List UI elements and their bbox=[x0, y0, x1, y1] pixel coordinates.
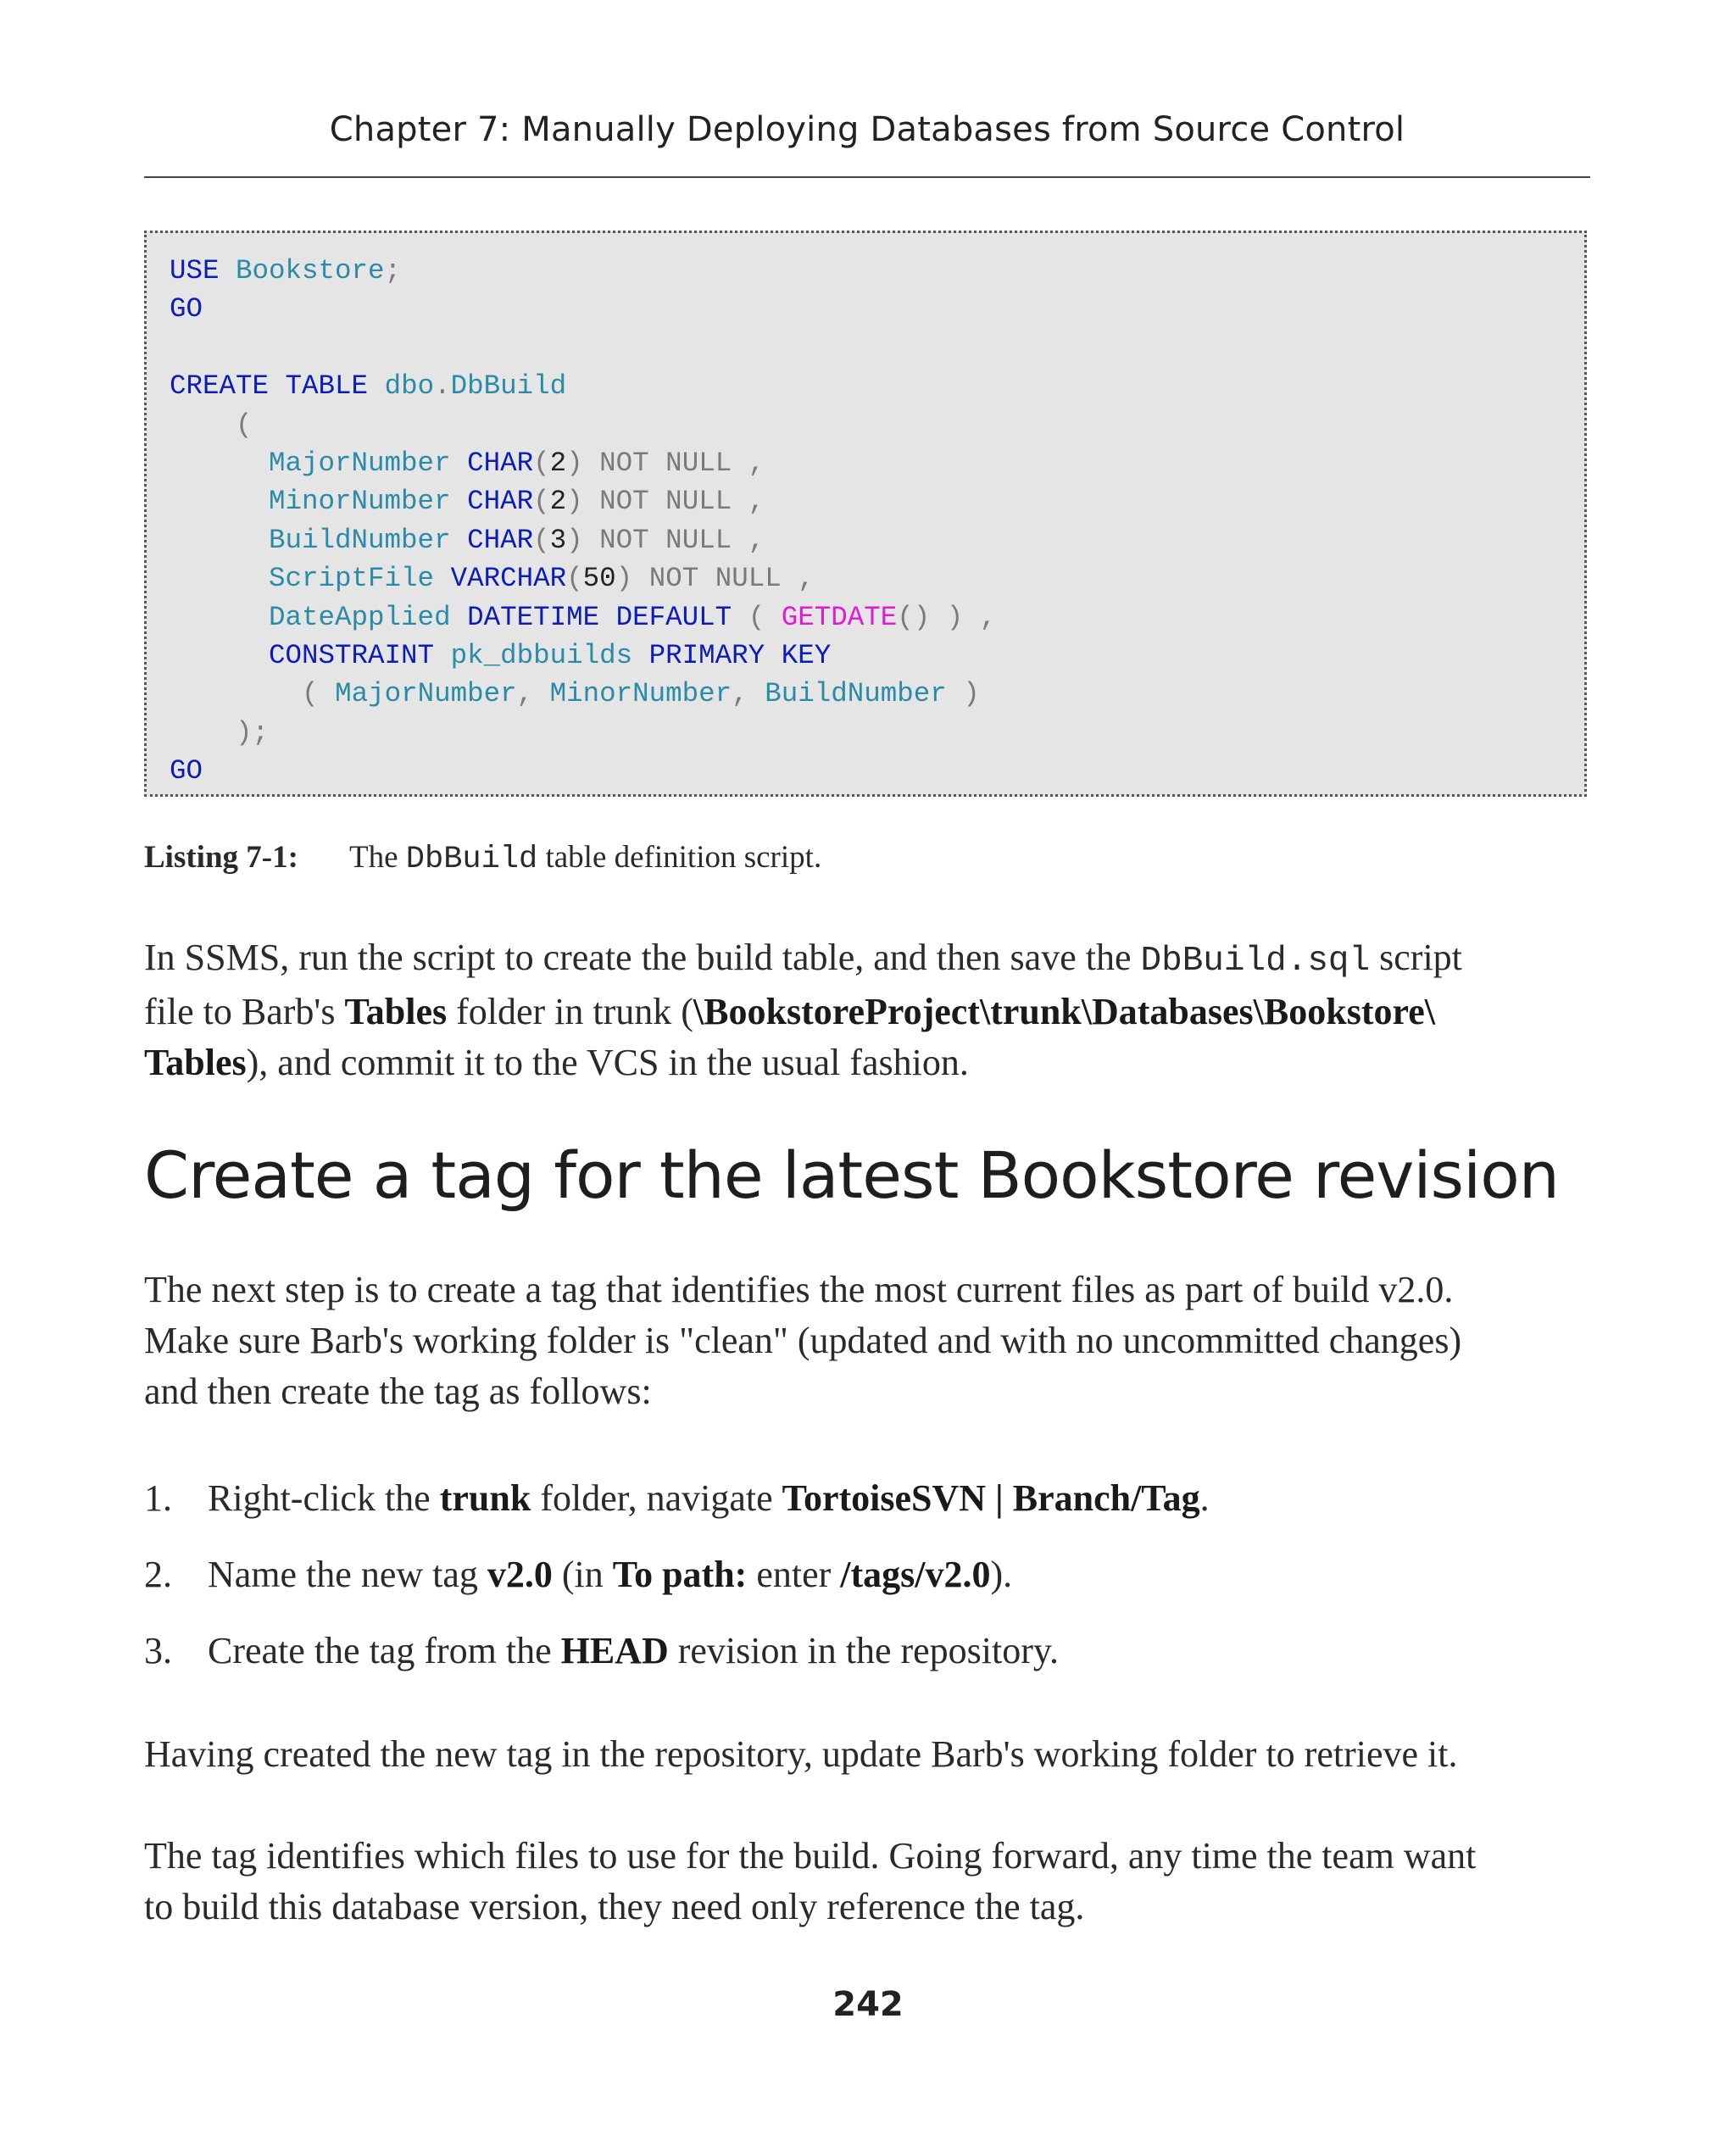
page-number: 242 bbox=[832, 1985, 904, 2024]
code-line: CONSTRAINT pk_dbbuilds PRIMARY KEY bbox=[269, 639, 832, 671]
caption-code: DbBuild bbox=[405, 842, 538, 877]
section-heading: Create a tag for the latest Bookstore revision bbox=[144, 1137, 1559, 1213]
code-line bbox=[170, 329, 1584, 367]
header-rule bbox=[144, 176, 1590, 178]
code-listing bbox=[144, 231, 1587, 797]
code-line: MajorNumber CHAR(2) NOT NULL , bbox=[269, 447, 765, 479]
list-item: 2. Name the new tag v2.0 (in To path: enter /tags/v2.0). bbox=[144, 1554, 1013, 1595]
code-line: GO bbox=[170, 755, 203, 787]
code-line: USE Bookstore; bbox=[170, 255, 402, 286]
code-line: ( bbox=[236, 409, 253, 441]
paragraph-save-script: In SSMS, run the script to create the build table, and then save the DbBuild.sql script file to Barb's Tables folder in trunk (\BookstoreProject\trunk\Databases\Bookstore\ Tables), and commit it to the VCS in the usual fashion. bbox=[144, 937, 1462, 1083]
code-line: MinorNumber CHAR(2) NOT NULL , bbox=[269, 486, 765, 518]
code-line: GO bbox=[170, 293, 203, 325]
code-line: ScriptFile VARCHAR(50) NOT NULL , bbox=[269, 563, 815, 595]
listing-caption: Listing 7-1: The DbBuild table definition script. bbox=[144, 840, 822, 877]
paragraph-next-step: The next step is to create a tag that identifies the most current files as part of build v2.0. Make sure Barb's working folder is "clean" (updated and with no uncommitted changes) and then create the tag as follows: bbox=[144, 1269, 1462, 1412]
caption-label: Listing 7-1: bbox=[144, 840, 298, 875]
code-line: BuildNumber CHAR(3) NOT NULL , bbox=[269, 524, 765, 556]
code-line: CREATE TABLE dbo.DbBuild bbox=[170, 370, 567, 403]
list-item: 3. Create the tag from the HEAD revision in the repository. bbox=[144, 1630, 1060, 1671]
code-line: ); bbox=[236, 716, 270, 748]
paragraph-tag-identifies: The tag identifies which files to use for the build. Going forward, any time the team want to build this database version, they need only reference the tag. bbox=[144, 1835, 1477, 1927]
code-line: DateApplied DATETIME DEFAULT ( GETDATE() ) , bbox=[269, 601, 997, 633]
paragraph-update-folder: Having created the new tag in the repository, update Barb's working folder to retrieve it. bbox=[144, 1733, 1458, 1775]
list-item: 1. Right-click the trunk folder, navigate TortoiseSVN | Branch/Tag. bbox=[144, 1477, 1210, 1519]
code-line: ( MajorNumber, MinorNumber, BuildNumber ) bbox=[302, 678, 980, 710]
running-head: Chapter 7: Manually Deploying Databases from Source Control bbox=[329, 110, 1405, 149]
